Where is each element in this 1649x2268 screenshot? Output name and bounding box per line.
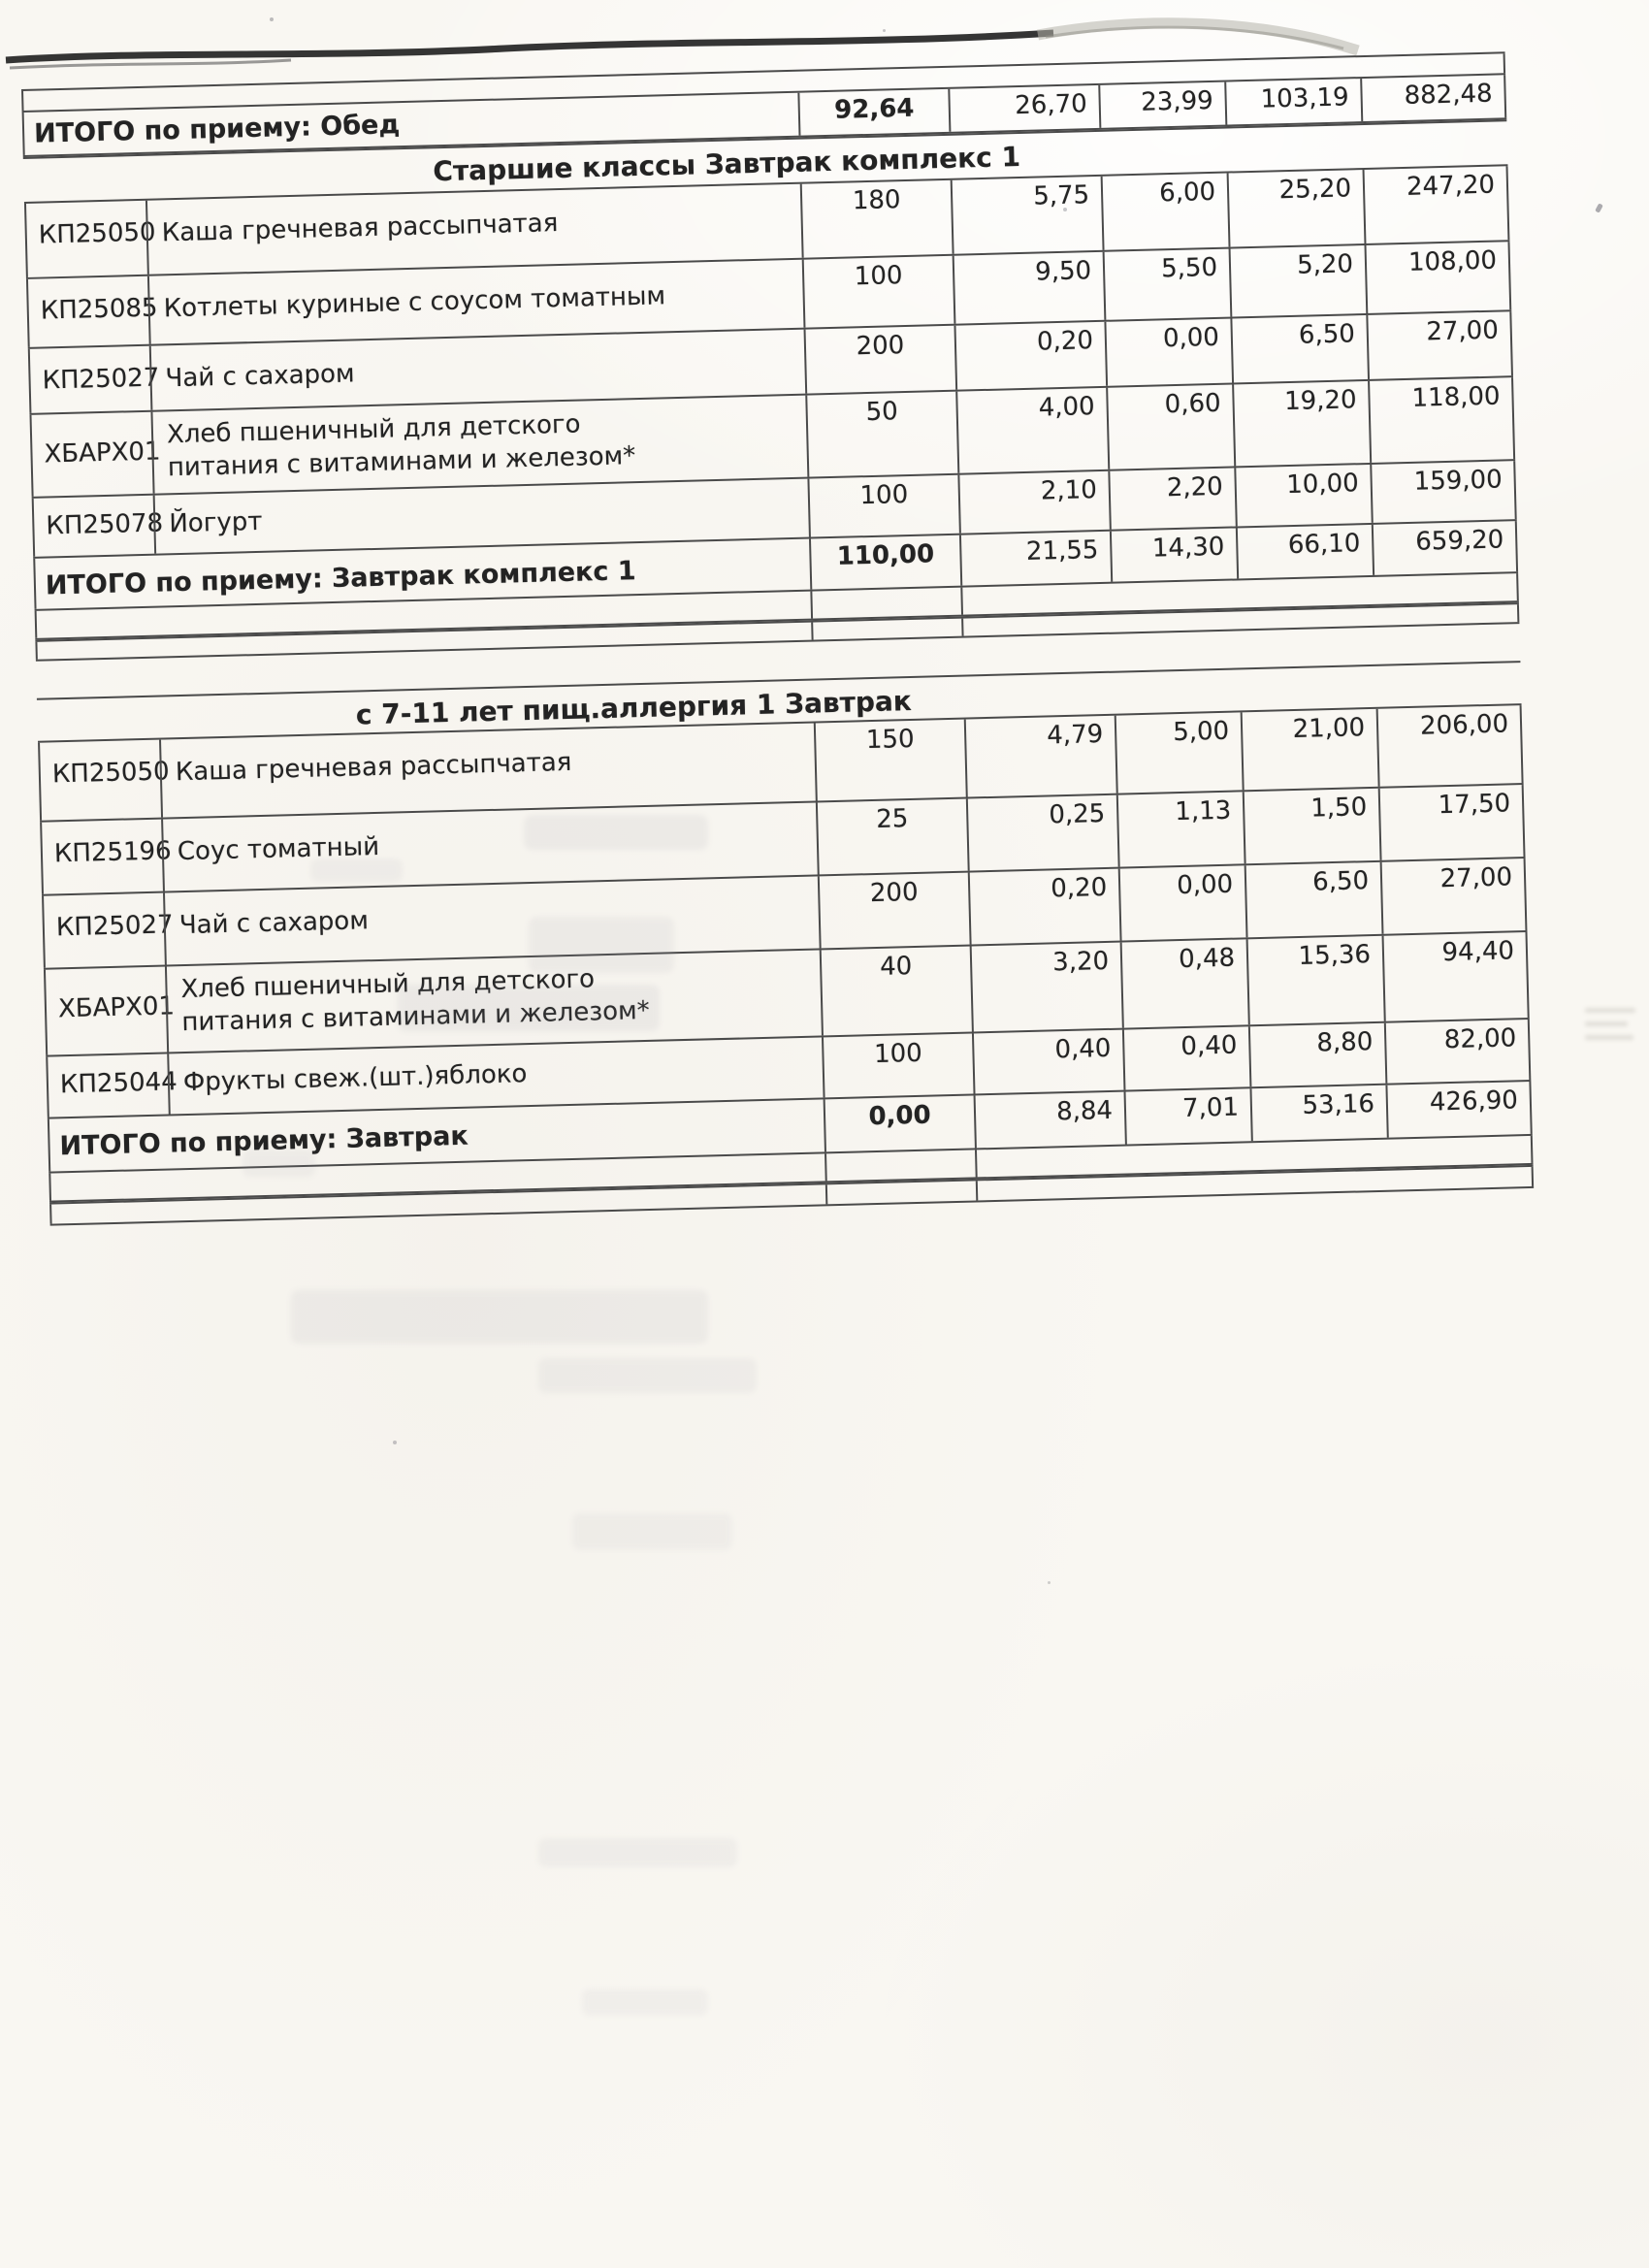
scan-speck xyxy=(270,17,274,21)
cell-qty: 100 xyxy=(822,1034,974,1098)
cell-dish-code: ХБАРХ01 xyxy=(44,967,167,1055)
cell-dish-name: Каша гречневая рассыпчатая xyxy=(159,724,816,818)
cell-dish-name: Котлеты куриные с соусом томатным xyxy=(147,260,804,344)
cell-qty: 200 xyxy=(818,873,970,949)
cell-dish-code: КП25078 xyxy=(32,496,154,557)
document-sheet xyxy=(21,51,1534,1225)
cell-value: 2,10 xyxy=(957,471,1109,534)
cell-value: 6,00 xyxy=(1101,174,1229,250)
cell-value: 0,25 xyxy=(966,795,1118,871)
scan-artifact-smudge xyxy=(524,815,708,850)
cell-value: 19,20 xyxy=(1232,381,1370,467)
cell-value: 17,50 xyxy=(1378,785,1526,860)
cell-dish-name: Хлеб пшеничный для детского питания с витаминами и железом* xyxy=(150,396,807,494)
scan-artifact-smudge xyxy=(242,1150,315,1177)
scan-artifact-smudge xyxy=(582,1989,708,2016)
cell-value: 0,00 xyxy=(1118,865,1246,940)
cell-value: 0,48 xyxy=(1120,939,1248,1027)
cell-value: 82,00 xyxy=(1384,1020,1532,1084)
total-label: ИТОГО по приему: Обед xyxy=(22,93,799,155)
cell-qty-total: 0,00 xyxy=(824,1095,975,1151)
cell-value: 8,80 xyxy=(1248,1023,1386,1087)
cell-qty: 100 xyxy=(802,256,954,328)
cell-value: 7,01 xyxy=(1124,1088,1251,1144)
scan-artifact-smudge xyxy=(572,1513,732,1550)
cell-value: 66,10 xyxy=(1236,525,1373,579)
empty-cell xyxy=(825,1181,976,1204)
scan-speck xyxy=(1063,208,1067,211)
scan-speck xyxy=(393,1441,397,1444)
scan-artifact-smudge xyxy=(310,859,403,882)
cell-value: 53,16 xyxy=(1249,1085,1386,1142)
cell-value: 0,40 xyxy=(1122,1026,1250,1089)
cell-dish-name: Соус томатный xyxy=(161,803,818,891)
cell-value: 0,00 xyxy=(1104,319,1232,386)
cell-value: 159,00 xyxy=(1370,461,1516,523)
cell-value: 25,20 xyxy=(1227,170,1365,247)
empty-cell xyxy=(824,1150,976,1181)
cell-value: 1,50 xyxy=(1243,789,1380,864)
scan-artifact-smudge xyxy=(538,1358,757,1393)
cell-dish-code: КП25044 xyxy=(46,1054,169,1118)
scan-artifact-smudge xyxy=(398,985,660,1031)
cell-qty: 180 xyxy=(800,180,953,258)
cell-dish-name: Чай с сахаром xyxy=(163,876,820,964)
cell-value: 2,20 xyxy=(1108,468,1235,529)
cell-qty: 25 xyxy=(816,799,968,875)
cell-value: 5,75 xyxy=(951,177,1103,254)
cell-value: 206,00 xyxy=(1376,705,1524,787)
cell-dish-code: КП25196 xyxy=(40,820,163,894)
cell-value: 103,19 xyxy=(1224,79,1361,125)
empty-cell xyxy=(810,588,961,619)
cell-dish-code: КП25085 xyxy=(26,276,149,347)
cell-dish-name: Хлеб пшеничный для детского питания с витаминами и железом* xyxy=(165,950,822,1052)
cell-value: 247,20 xyxy=(1363,166,1510,243)
scan-speck xyxy=(1048,1581,1051,1584)
cell-dish-name: Фрукты свеж.(шт.)яблоко xyxy=(167,1037,823,1114)
cell-qty-total: 92,64 xyxy=(797,89,949,136)
total-label: ИТОГО по приему: Завтрак xyxy=(48,1099,824,1171)
scan-artifact-smudge xyxy=(529,917,674,973)
cell-qty-total: 110,00 xyxy=(809,535,960,590)
cell-dish-name: Каша гречневая рассыпчатая xyxy=(146,184,802,275)
cell-value: 21,55 xyxy=(959,532,1111,586)
cell-qty: 100 xyxy=(807,475,958,537)
empty-cell xyxy=(811,619,961,640)
scan-artifact-smudge xyxy=(291,1290,708,1344)
cell-value: 0,60 xyxy=(1106,385,1234,470)
cell-dish-code: ХБАРХ01 xyxy=(30,412,153,497)
section-title: с 7-11 лет пищ.аллергия 1 Завтрак xyxy=(355,684,913,731)
cell-dish-code: КП25050 xyxy=(24,201,147,277)
cell-value: 8,84 xyxy=(974,1092,1125,1149)
cell-value: 26,70 xyxy=(948,85,1099,132)
cell-value: 108,00 xyxy=(1365,242,1512,313)
cell-value: 9,50 xyxy=(953,252,1105,324)
cell-qty: 150 xyxy=(814,720,966,801)
cell-value: 3,20 xyxy=(970,943,1122,1032)
cell-dish-code: КП25027 xyxy=(42,893,165,968)
cell-value: 5,20 xyxy=(1229,245,1367,317)
scan-speck xyxy=(1595,203,1603,212)
cell-value: 0,40 xyxy=(972,1030,1124,1094)
cell-value: 6,50 xyxy=(1245,862,1382,938)
cell-value: 882,48 xyxy=(1360,75,1506,121)
cell-value: 0,20 xyxy=(968,869,1120,945)
cell-qty: 200 xyxy=(804,326,956,394)
cell-dish-code: КП25050 xyxy=(38,740,161,821)
section-title: Старшие классы Завтрак комплекс 1 xyxy=(433,140,1021,188)
cell-value: 5,00 xyxy=(1115,712,1243,793)
cell-value: 27,00 xyxy=(1366,311,1513,379)
cell-value: 118,00 xyxy=(1368,377,1515,463)
cell-value: 14,30 xyxy=(1110,528,1237,581)
cell-qty: 50 xyxy=(805,392,957,477)
cell-value: 1,13 xyxy=(1116,792,1245,866)
cell-dish-name: Чай с сахаром xyxy=(149,330,805,410)
cell-dish-code: КП25027 xyxy=(28,346,151,413)
cell-value: 0,20 xyxy=(954,322,1106,390)
cell-value: 4,00 xyxy=(955,388,1108,473)
scan-artifact-smudge xyxy=(538,1838,737,1867)
cell-value: 10,00 xyxy=(1234,465,1371,527)
cell-value: 426,90 xyxy=(1385,1082,1532,1138)
cell-value: 15,36 xyxy=(1246,936,1384,1025)
cell-value: 21,00 xyxy=(1241,709,1378,791)
total-label: ИТОГО по приему: Завтрак комплекс 1 xyxy=(33,539,810,609)
scan-speck xyxy=(883,29,886,32)
cell-value: 27,00 xyxy=(1380,859,1528,934)
cell-qty: 40 xyxy=(820,947,972,1036)
cell-value: 94,40 xyxy=(1382,932,1530,1021)
cell-value: 6,50 xyxy=(1230,315,1368,383)
cell-value: 5,50 xyxy=(1103,249,1231,320)
scan-artifact-bleed xyxy=(1585,999,1641,1049)
cell-dish-name: Йогурт xyxy=(153,479,809,554)
cell-value: 4,79 xyxy=(964,716,1116,797)
cell-value: 23,99 xyxy=(1098,82,1225,128)
cell-value: 659,20 xyxy=(1372,521,1518,575)
